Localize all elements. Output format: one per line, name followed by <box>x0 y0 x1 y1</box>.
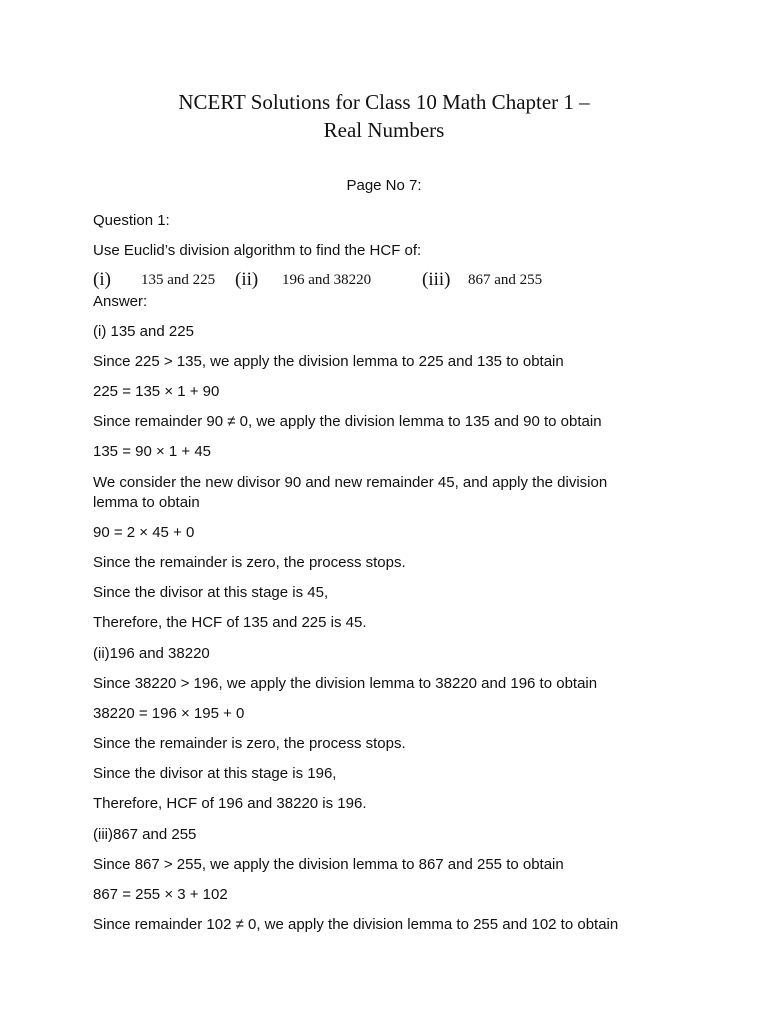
answer-line: (i) 135 and 225 <box>93 323 194 340</box>
part-2-label: (ii) <box>235 269 259 290</box>
answer-line: Therefore, HCF of 196 and 38220 is 196. <box>93 795 367 812</box>
answer-line: 225 = 135 × 1 + 90 <box>93 383 220 400</box>
answer-line: Since 38220 > 196, we apply the division lemma to 38220 and 196 to obtain <box>93 675 598 692</box>
answer-line: Since the divisor at this stage is 196, <box>93 765 337 782</box>
answer-line: Since 867 > 255, we apply the division lemma to 867 and 255 to obtain <box>93 856 564 873</box>
page-number: Page No 7: <box>346 177 422 194</box>
answer-line: Therefore, the HCF of 135 and 225 is 45. <box>93 614 367 631</box>
part-1-label: (i) <box>93 269 111 290</box>
answer-line: Since the remainder is zero, the process stops. <box>93 735 406 752</box>
answer-line: Since the divisor at this stage is 45, <box>93 584 329 601</box>
answer-line: 135 = 90 × 1 + 45 <box>93 443 212 460</box>
document-title <box>0 88 768 144</box>
answer-line: 90 = 2 × 45 + 0 <box>93 524 195 541</box>
answer-line: (iii)867 and 255 <box>93 826 197 843</box>
answer-line: Since remainder 102 ≠ 0, we apply the division lemma to 255 and 102 to obtain <box>93 916 619 933</box>
part-3-label: (iii) <box>422 269 451 290</box>
answer-line: 867 = 255 × 3 + 102 <box>93 886 228 903</box>
title-line-1: NCERT Solutions for Class 10 Math Chapter 1 – <box>178 90 590 114</box>
part-2-numbers: 196 and 38220 <box>282 272 372 288</box>
answer-line: Since 225 > 135, we apply the division lemma to 225 and 135 to obtain <box>93 353 564 370</box>
title-line-2: Real Numbers <box>323 118 445 142</box>
part-1-numbers: 135 and 225 <box>141 272 216 288</box>
question-label: Question 1: <box>93 212 170 229</box>
question-parts <box>93 268 653 294</box>
answer-line: 38220 = 196 × 195 + 0 <box>93 705 245 722</box>
part-3-numbers: 867 and 255 <box>468 272 543 288</box>
answer-line: (ii)196 and 38220 <box>93 645 210 662</box>
question-prompt: Use Euclid’s division algorithm to find the HCF of: <box>93 242 422 259</box>
answer-line: Since remainder 90 ≠ 0, we apply the division lemma to 135 and 90 to obtain <box>93 413 602 430</box>
answer-line: Since the remainder is zero, the process stops. <box>93 554 406 571</box>
answer-label: Answer: <box>93 293 148 310</box>
answer-line: We consider the new divisor 90 and new remainder 45, and apply the division lemma to obtain <box>93 474 608 511</box>
